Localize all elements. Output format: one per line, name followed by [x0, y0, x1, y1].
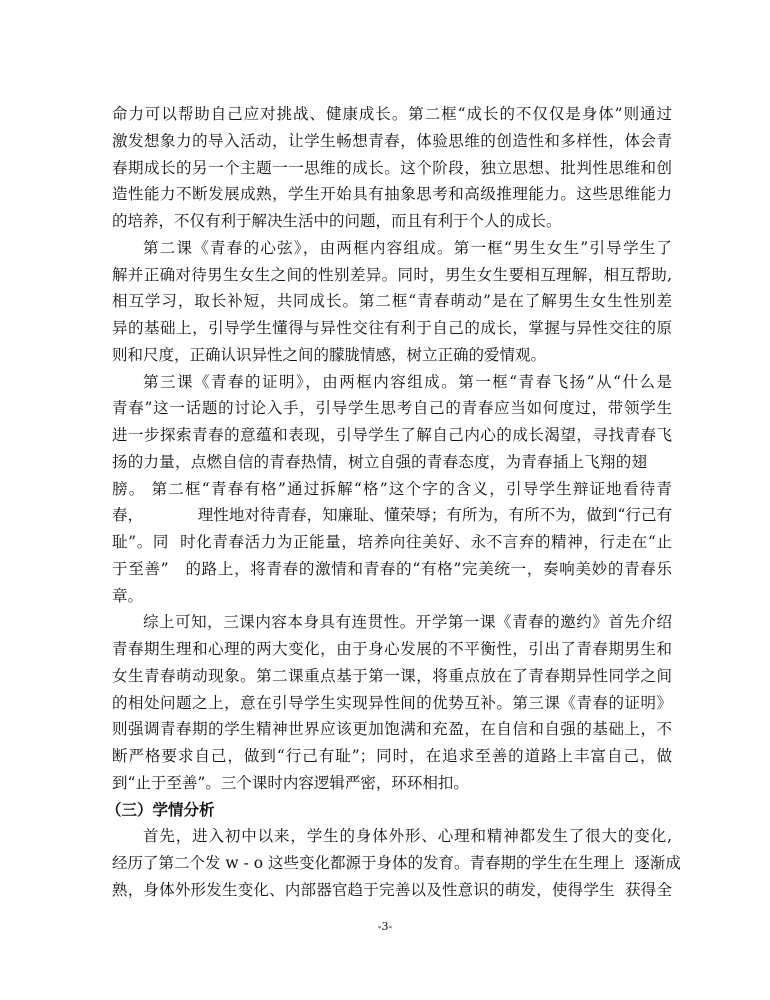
text-line: 相互学习，取长补短，共同成长。第二框“青春萌动”是在了解男生女生性别差	[112, 292, 672, 310]
text-line: 则强调青春期的学生精神世界应该更加饱满和充盈，在自信和自强的基础上，不	[112, 720, 672, 738]
text-line: 于至善” 的路上，将青春的激情和青春的“有格”完美统一，奏响美妙的青春乐	[112, 560, 672, 578]
text-line: 春期成长的另一个主题一一思维的成长。这个阶段，独立思想、批判性思维和创	[112, 159, 672, 177]
text-line: 青春”这一话题的讨论入手，引导学生思考自己的青春应当如何度过，带领学生	[112, 399, 672, 417]
text-line: 耻”。同 时化青春活力为正能量，培养向往美好、永不言弃的精神，行走在“止	[112, 533, 672, 551]
text-line: 扬的力量，点燃自信的青春热情，树立自强的青春态度，为青春插上飞翔的翅	[112, 453, 647, 471]
text-line: 熟，身体外形发生变化、内部器官趋于完善以及性意识的萌发，使得学生 获得全	[112, 881, 672, 899]
text-line: 春， 理性地对待青春，知廉耻、懂荣辱；有所为，有所不为，做到“行己有	[112, 506, 672, 524]
text-line: 经历了第二个发 w - o 这些变化都源于身体的发育。青春期的学生在生理上 逐渐成	[112, 854, 681, 872]
paragraph-start-line: 首先，进入初中以来，学生的身体外形、心理和精神都发生了很大的变化,	[143, 827, 672, 845]
text-line: 则和尺度，正确认识异性之间的朦胧情感，树立正确的爱情观。	[112, 346, 547, 364]
paragraph-start-line: 综上可知，三课内容本身具有连贯性。开学第一课《青春的邀约》首先介绍	[143, 613, 672, 631]
text-line: 到“止于至善”。三个课时内容逻辑严密，环环相扣。	[112, 774, 469, 792]
text-line: 的培养，不仅有利于解决生活中的问题，而且有利于个人的成长。	[112, 212, 562, 230]
paragraph-start-line: 第三课《青春的证明》，由两框内容组成。第一框“青春飞扬”从“什么是	[143, 373, 672, 391]
text-line: 异的基础上，引导学生懂得与异性交往有利于自己的成长，掌握与异性交往的原	[112, 319, 672, 337]
text-line: 激发想象力的导入活动，让学生畅想青春，体验思维的创造性和多样性，体会青	[112, 132, 672, 150]
page-number: -3-	[377, 920, 393, 933]
text-line: 膀。 第二框“青春有格”通过拆解“格”这个字的含义，引导学生辩证地看待青	[112, 480, 672, 498]
section-heading: （三）学情分析	[106, 800, 215, 819]
text-line: 的相处问题之上，意在引导学生实现异性间的优势互补。第三课《青春的证明》	[112, 694, 672, 712]
text-line: 命力可以帮助自己应对挑战、健康成长。第二框“成长的不仅仅是身体”则通过	[112, 105, 672, 123]
text-line: 章。	[112, 587, 144, 605]
text-line: 解并正确对待男生女生之间的性别差异。同时，男生女生要相互理解，相互帮助,	[112, 266, 672, 284]
text-line: 女生青春萌动现象。第二课重点基于第一课，将重点放在了青春期异性同学之间	[112, 667, 672, 685]
text-line: 青春期生理和心理的两大变化，由于身心发展的不平衡性，引出了青春期男生和	[112, 640, 672, 658]
text-line: 造性能力不断发展成熟，学生开始具有抽象思考和高级推理能力。这些思维能力	[112, 185, 672, 203]
paragraph-start-line: 第二课《青春的心弦》，由两框内容组成。第一框“男生女生”引导学生了	[143, 239, 672, 257]
text-line: 进一步探索青春的意蕴和表现，引导学生了解自己内心的成长渴望，寻找青春飞	[112, 426, 672, 444]
text-line: 断严格要求自己，做到“行己有耻”；同时，在追求至善的道路上丰富自己，做	[112, 747, 672, 765]
